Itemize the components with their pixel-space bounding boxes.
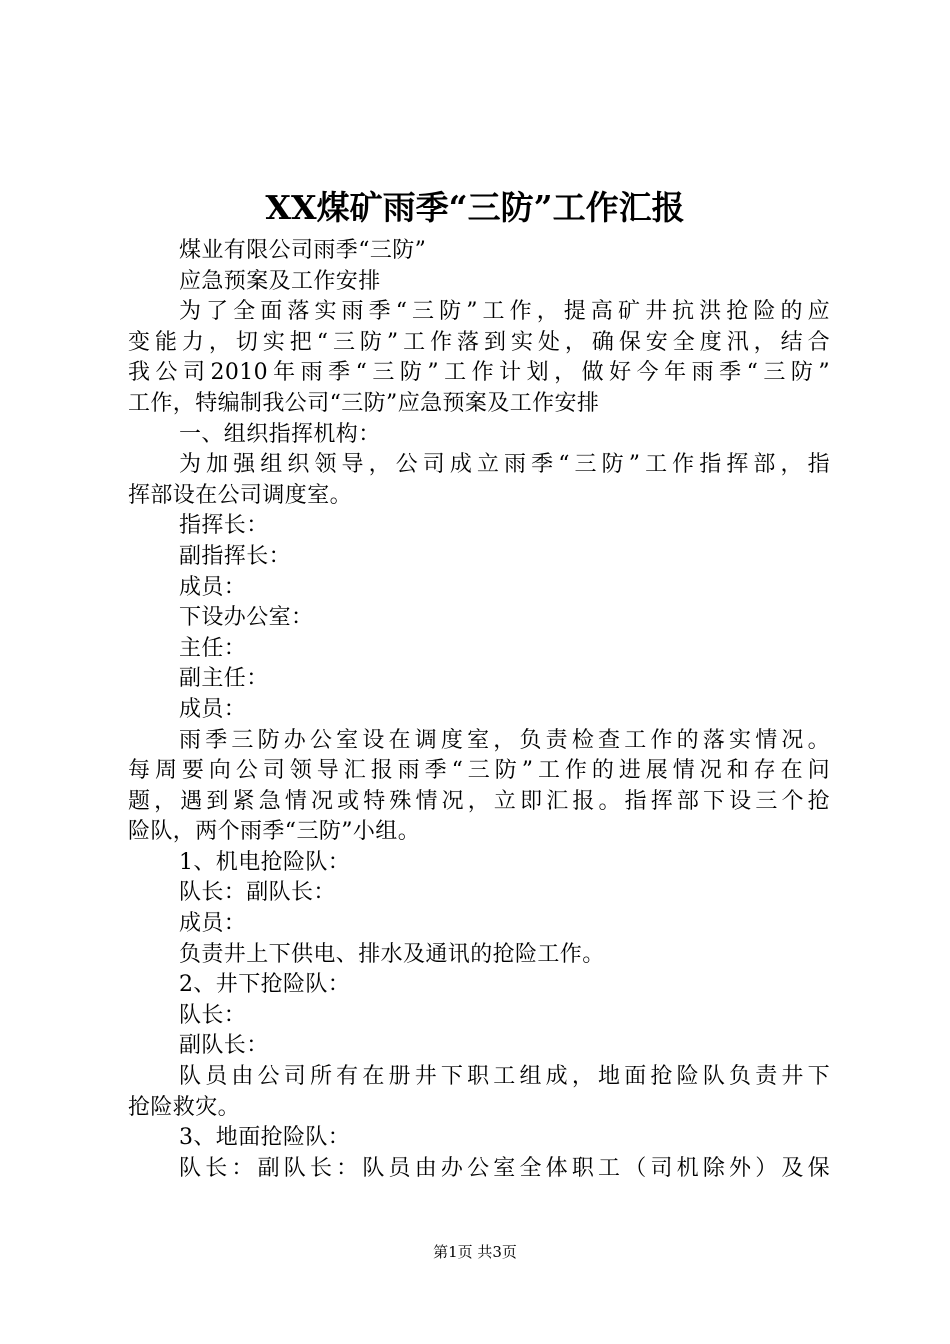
page-footer: 第1页 共3页 (433, 1243, 517, 1261)
text-line: 一、组织指挥机构： (179, 421, 381, 447)
text-line: 雨季三防办公室设在调度室，负责检查工作的落实情况。 (179, 727, 830, 753)
text-line: 3、地面抢险队： (179, 1125, 351, 1151)
text-line: 险队，两个雨季“三防”小组。 (128, 819, 421, 845)
text-line: 题，遇到紧急情况或特殊情况，立即汇报。指挥部下设三个抢 (128, 788, 830, 814)
text-line: 变能力，切实把“三防”工作落到实处，确保安全度汛，结合 (128, 329, 830, 355)
text-line: 队长：副队长：队员由办公室全体职工（司机除外）及保 (179, 1155, 830, 1181)
text-line: 队员由公司所有在册井下职工组成，地面抢险队负责井下 (179, 1064, 830, 1090)
text-line: 副队长： (179, 1033, 269, 1059)
text-line: 成员： (179, 696, 247, 722)
text-line: 我公司2010年雨季“三防”工作计划，做好今年雨季“三防” (128, 360, 830, 386)
text-line: 指挥长： (179, 513, 269, 539)
text-line: 下设办公室： (179, 605, 314, 631)
text-line: 抢险救灾。 (128, 1094, 241, 1120)
text-line: 每周要向公司领导汇报雨季“三防”工作的进展情况和存在问 (128, 758, 830, 784)
document-body (128, 236, 830, 1184)
text-line: 为加强组织领导，公司成立雨季“三防”工作指挥部，指 (179, 452, 830, 478)
text-line: 2、井下抢险队： (179, 972, 351, 998)
text-line: 队长： (179, 1002, 247, 1028)
text-line: 挥部设在公司调度室。 (128, 482, 353, 508)
text-line: 应急预案及工作安排 (179, 268, 381, 294)
text-line: 成员： (179, 574, 247, 600)
text-line: 煤业有限公司雨季“三防” (179, 238, 427, 263)
text-line: 工作，特编制我公司“三防”应急预案及工作安排 (128, 390, 600, 416)
text-line: 负责井上下供电、排水及通讯的抢险工作。 (179, 941, 605, 967)
text-line: 副主任： (179, 666, 269, 692)
document-title: XX煤矿雨季“三防”工作汇报 (265, 188, 685, 227)
text-line: 1、机电抢险队： (179, 849, 351, 875)
text-line: 主任： (179, 635, 247, 661)
text-line: 成员： (179, 911, 247, 937)
text-line: 副指挥长： (179, 543, 292, 569)
text-line: 队长：副队长： (179, 880, 336, 906)
text-line: 为了全面落实雨季“三防”工作，提高矿井抗洪抢险的应 (179, 299, 830, 325)
